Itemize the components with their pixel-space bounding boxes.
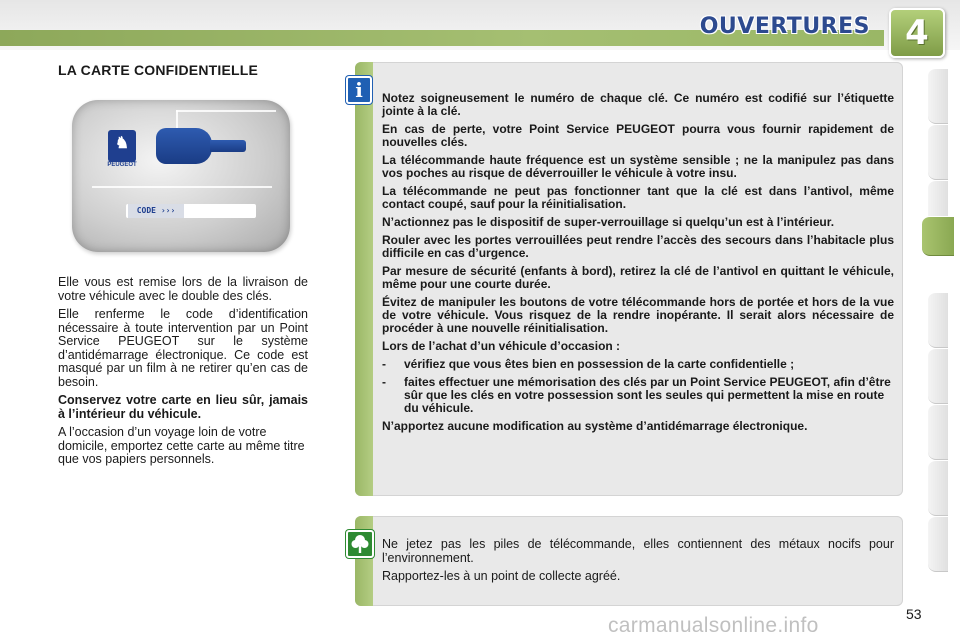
bullet-dash: -: [382, 375, 386, 389]
key-blade-icon: [210, 140, 246, 152]
page-number: 53: [906, 606, 922, 622]
card-highlight-line: [176, 110, 276, 112]
bullet-text: faites effectuer une mémorisation des clés par un Point Service PEUGEOT, afin d’être sûr que les clés en votre possession sont les seules qui permettent la mise en route du véhicule.: [404, 375, 891, 415]
section-title: LA CARTE CONFIDENTIELLE: [58, 62, 259, 78]
card-warning: Conservez votre carte en lieu sûr, jamais à l’intérieur du véhicule.: [58, 393, 308, 421]
info-paragraph: Lors de l’achat d’un véhicule d’occasion :: [382, 339, 621, 353]
card-paragraph-1: Elle vous est remise lors de la livraison de votre véhicule avec le double des clés.: [58, 275, 308, 303]
card-code-label: CODE ›››: [128, 204, 184, 218]
side-tab-8[interactable]: [928, 460, 948, 516]
list-item: [382, 358, 894, 371]
info-paragraph: La télécommande haute fréquence est un système sensible ; ne la manipulez pas dans vos poches au risque de déverrouiller le véhicule à votre insu.: [382, 153, 894, 180]
info-box-content: [382, 92, 894, 438]
chapter-side-tabs: [928, 68, 952, 573]
info-paragraph: La télécommande ne peut pas fonctionner tant que la clé est dans l’antivol, même contact coupé, sauf pour la réinitialisation.: [382, 184, 894, 211]
info-box-strip: [355, 62, 373, 496]
card-description: [58, 276, 308, 472]
card-brand-text: PEUGEOT: [107, 162, 137, 168]
environment-content: [382, 538, 894, 589]
side-tab-9[interactable]: [928, 516, 948, 572]
side-tab-1[interactable]: [928, 68, 948, 124]
side-tab-6[interactable]: [928, 348, 948, 404]
bullet-dash: -: [382, 357, 386, 371]
list-item: [382, 376, 894, 415]
card-highlight-line: [92, 186, 272, 188]
info-paragraph: En cas de perte, votre Point Service PEUGEOT pourra vous fournir rapidement de nouvelles clés.: [382, 122, 894, 149]
eco-paragraph-1: Ne jetez pas les piles de télécommande, elles contiennent des métaux nocifs pour l’environnement.: [382, 537, 894, 565]
tree-icon: [346, 530, 374, 558]
confidential-card-illustration: [72, 100, 290, 252]
card-highlight-line: [176, 110, 178, 128]
bullet-text: vérifiez que vous êtes bien en possession de la carte confidentielle ;: [404, 357, 795, 371]
info-paragraph: Par mesure de sécurité (enfants à bord), retirez la clé de l’antivol en quittant le véhicule, même pour une courte durée.: [382, 264, 894, 291]
lion-logo-icon: ♞: [108, 130, 136, 162]
side-tab-2[interactable]: [928, 124, 948, 180]
info-closing: N’apportez aucune modification au système d’antidémarrage électronique.: [382, 419, 808, 433]
info-paragraph: Rouler avec les portes verrouillées peut rendre l’accès des secours dans l’habitacle plus difficile en cas d’urgence.: [382, 233, 894, 260]
side-tab-5[interactable]: [928, 292, 948, 348]
info-paragraph: N’actionnez pas le dispositif de super-verrouillage si quelqu’un est à l’intérieur.: [382, 215, 835, 229]
tree-icon-graphic: [348, 532, 372, 556]
side-tab-7[interactable]: [928, 404, 948, 460]
info-icon: i: [346, 76, 372, 104]
info-paragraph: Évitez de manipuler les boutons de votre télécommande hors de portée et hors de la vue de votre véhicule. Vous risquez de la rendre inopérante. Il serait alors nécessaire de procéder à une nouvelle réinitialisation.: [382, 295, 894, 335]
key-icon: [156, 128, 212, 164]
card-paragraph-2: Elle renferme le code d’identification nécessaire à toute intervention par un Point Service PEUGEOT sur le système d’antidémarrage électronique. Ce code est masqué par un film à ne retirer qu’en cas de besoin.: [58, 307, 308, 389]
chapter-number-badge: 4: [889, 8, 945, 58]
card-paragraph-4: A l’occasion d’un voyage loin de votre domicile, emportez cette carte au même titre que vos papiers personnels.: [58, 425, 305, 466]
info-paragraph: Notez soigneusement le numéro de chaque clé. Ce numéro est codifié sur l’étiquette jointe à la clé.: [382, 91, 894, 118]
eco-paragraph-2: Rapportez-les à un point de collecte agréé.: [382, 569, 621, 583]
watermark: carmanualsonline.info: [608, 614, 819, 637]
side-tab-4-active[interactable]: [922, 216, 954, 256]
chapter-title: OUVERTURES: [699, 14, 870, 39]
